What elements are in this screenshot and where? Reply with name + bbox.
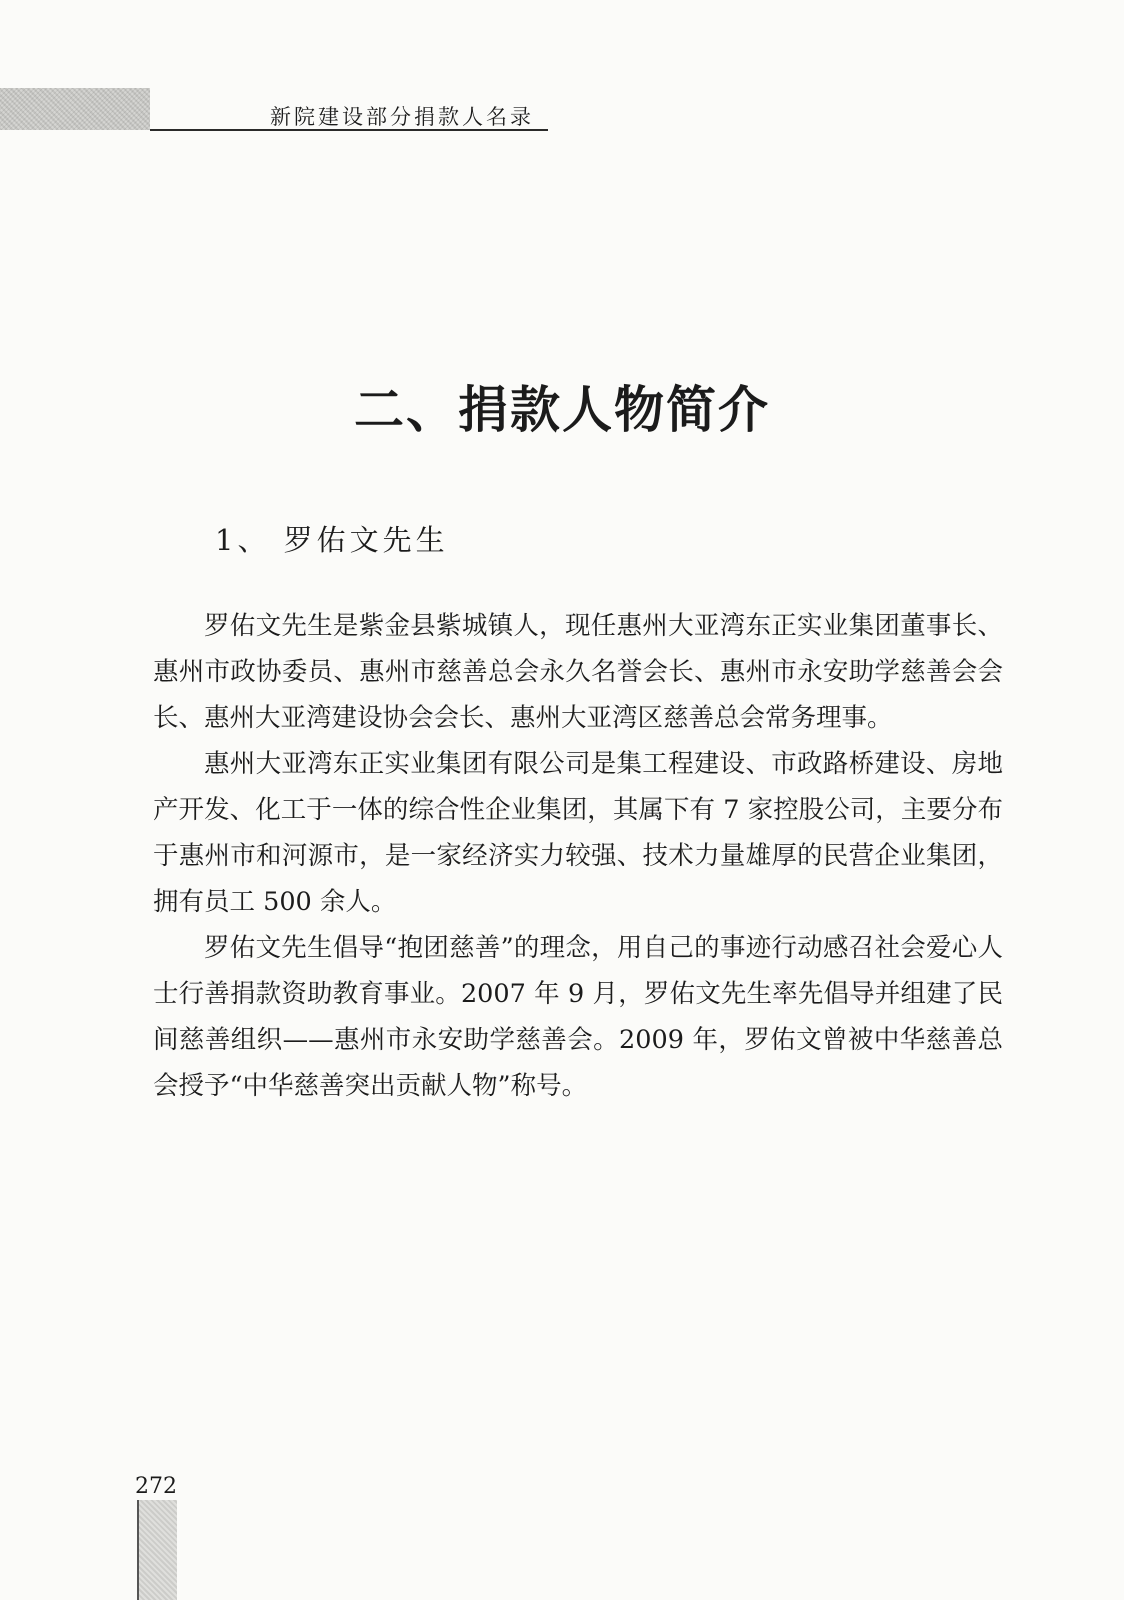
paragraph: 罗佑文先生倡导“抱团慈善”的理念，用自己的事迹行动感召社会爱心人士行善捐款资助教育事业。2007 年 9 月，罗佑文先生率先倡导并组建了民间慈善组织——惠州市永安助学慈善会。2009 年，罗佑文曾被中华慈善总会授予“中华慈善突出贡献人物”称号。 (153, 933, 1003, 1101)
body-text (153, 603, 1003, 1109)
person-heading: 1、 罗佑文先生 (215, 523, 449, 557)
scan-edge-artifact (0, 88, 150, 130)
page-number: 272 (135, 1474, 177, 1499)
running-head: 新院建设部分捐款人名录 (270, 105, 534, 129)
paragraph: 惠州大亚湾东正实业集团有限公司是集工程建设、市政路桥建设、房地产开发、化工于一体的综合性企业集团，其属下有 7 家控股公司，主要分布于惠州市和河源市，是一家经济实力较强、技术力量雄厚的民营企业集团，拥有员工 500 余人。 (153, 749, 1003, 917)
paragraph: 罗佑文先生是紫金县紫城镇人，现任惠州大亚湾东正实业集团董事长、惠州市政协委员、惠州市慈善总会永久名誉会长、惠州市永安助学慈善会会长、惠州大亚湾建设协会会长、惠州大亚湾区慈善总会常务理事。 (153, 611, 1003, 733)
scan-edge-line (137, 1500, 139, 1600)
scan-edge-artifact (137, 1500, 177, 1600)
section-title: 二、捐款人物简介 (354, 380, 770, 439)
